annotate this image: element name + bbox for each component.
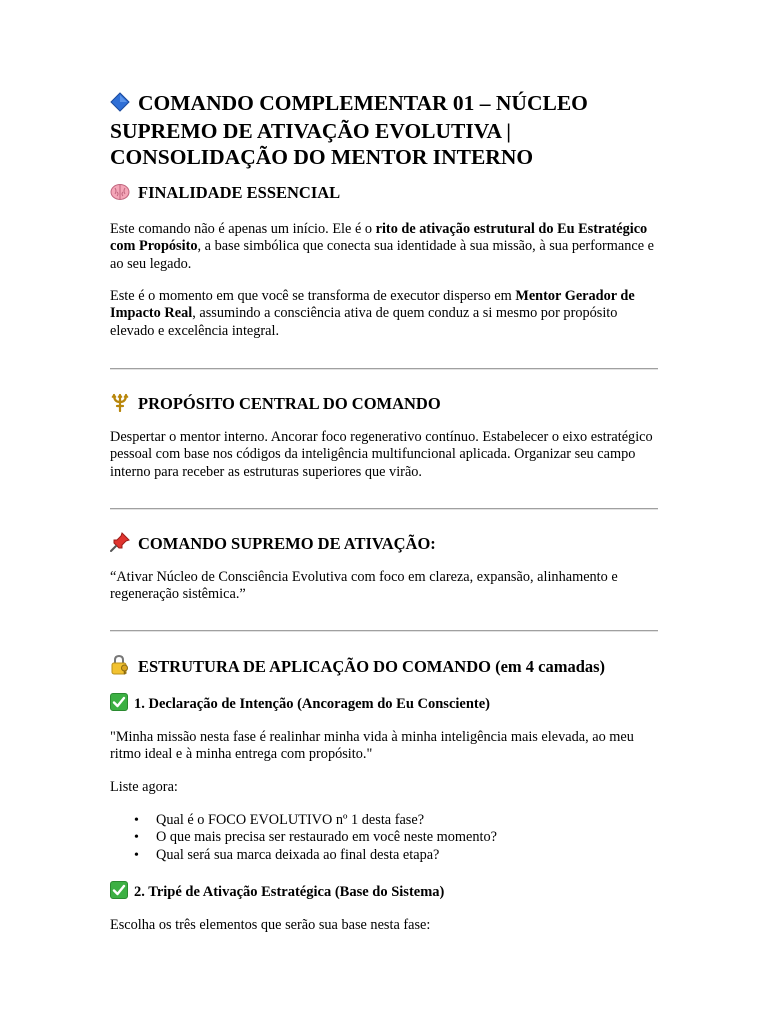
bold-text-run: Mentor Gerador de Impacto Real (110, 288, 635, 322)
proposito-paragraph: Despertar o mentor interno. Ancorar foco regenerativo contínuo. Estabelecer o eixo estratégico pessoal com base nos códigos da inteligência multifuncional aplicada. Organizar seu campo interno para receber as estruturas superiores que virão. (110, 429, 653, 480)
heading-proposito (110, 392, 441, 417)
title-line-1: COMANDO COMPLEMENTAR 01 – NÚCLEO (138, 91, 588, 115)
section-2-intro: Escolha os três elementos que serão sua base nesta fase: (110, 917, 431, 933)
heading-estrutura (110, 655, 605, 680)
list-item: • Qual será sua marca deixada ao final desta etapa? (110, 847, 658, 864)
heading-supremo (110, 532, 436, 557)
title-line-2: SUPREMO DE ATIVAÇÃO EVOLUTIVA | (110, 119, 511, 143)
heading-estrutura-text: ESTRUTURA DE APLICAÇÃO DO COMANDO (em 4 camadas) (138, 657, 606, 676)
divider (110, 368, 658, 370)
blue-diamond-icon (110, 92, 130, 118)
bold-text-run: rito de ativação estrutural do Eu Estratégico com Propósito (110, 221, 648, 255)
heading-section-2-text: 2. Tripé de Ativação Estratégica (Base do Sistema) (134, 884, 445, 900)
list-item: • O que mais precisa ser restaurado em você neste momento? (110, 829, 658, 846)
trident-icon (110, 392, 130, 417)
finalidade-paragraph-2 (110, 288, 658, 340)
lock-key-icon (110, 655, 130, 680)
heading-section-2 (110, 881, 444, 904)
section-1-list (110, 812, 658, 864)
text-run: , a base simbólica que conecta sua identidade à sua missão, à sua performance e ao seu legado. (110, 238, 655, 272)
supremo-quote: “Ativar Núcleo de Consciência Evolutiva com foco em clareza, expansão, alinhamento e regeneração sistêmica.” (110, 569, 618, 603)
page-title (110, 90, 658, 170)
heading-finalidade (110, 183, 340, 206)
section-1-quote: "Minha missão nesta fase é realinhar minha vida à minha inteligência mais elevada, ao meu ritmo ideal e à minha entrega com propósito." (110, 729, 634, 763)
heading-finalidade-text: FINALIDADE ESSENCIAL (138, 183, 341, 202)
title-line-3: CONSOLIDAÇÃO DO MENTOR INTERNO (110, 145, 534, 169)
heading-section-1 (110, 693, 490, 716)
text-run: Este é o momento em que você se transforma de executor disperso em (110, 288, 516, 304)
divider (110, 630, 658, 632)
heading-section-1-text: 1. Declaração de Intenção (Ancoragem do Eu Consciente) (134, 696, 491, 712)
text-run: Este comando não é apenas um início. Ele é o (110, 221, 376, 237)
divider (110, 508, 658, 510)
heading-proposito-text: PROPÓSITO CENTRAL DO COMANDO (138, 394, 441, 413)
list-item: • Qual é o FOCO EVOLUTIVO nº 1 desta fase? (110, 812, 658, 829)
brain-icon (110, 183, 130, 206)
check-mark-icon (110, 881, 128, 904)
pushpin-icon (110, 532, 130, 557)
text-run: , assumindo a consciência ativa de quem conduz a si mesmo por propósito elevado e excelência integral. (110, 305, 618, 339)
heading-supremo-text: COMANDO SUPREMO DE ATIVAÇÃO: (138, 534, 436, 553)
check-mark-icon (110, 693, 128, 716)
finalidade-paragraph-1 (110, 221, 658, 273)
section-1-list-intro: Liste agora: (110, 779, 178, 795)
